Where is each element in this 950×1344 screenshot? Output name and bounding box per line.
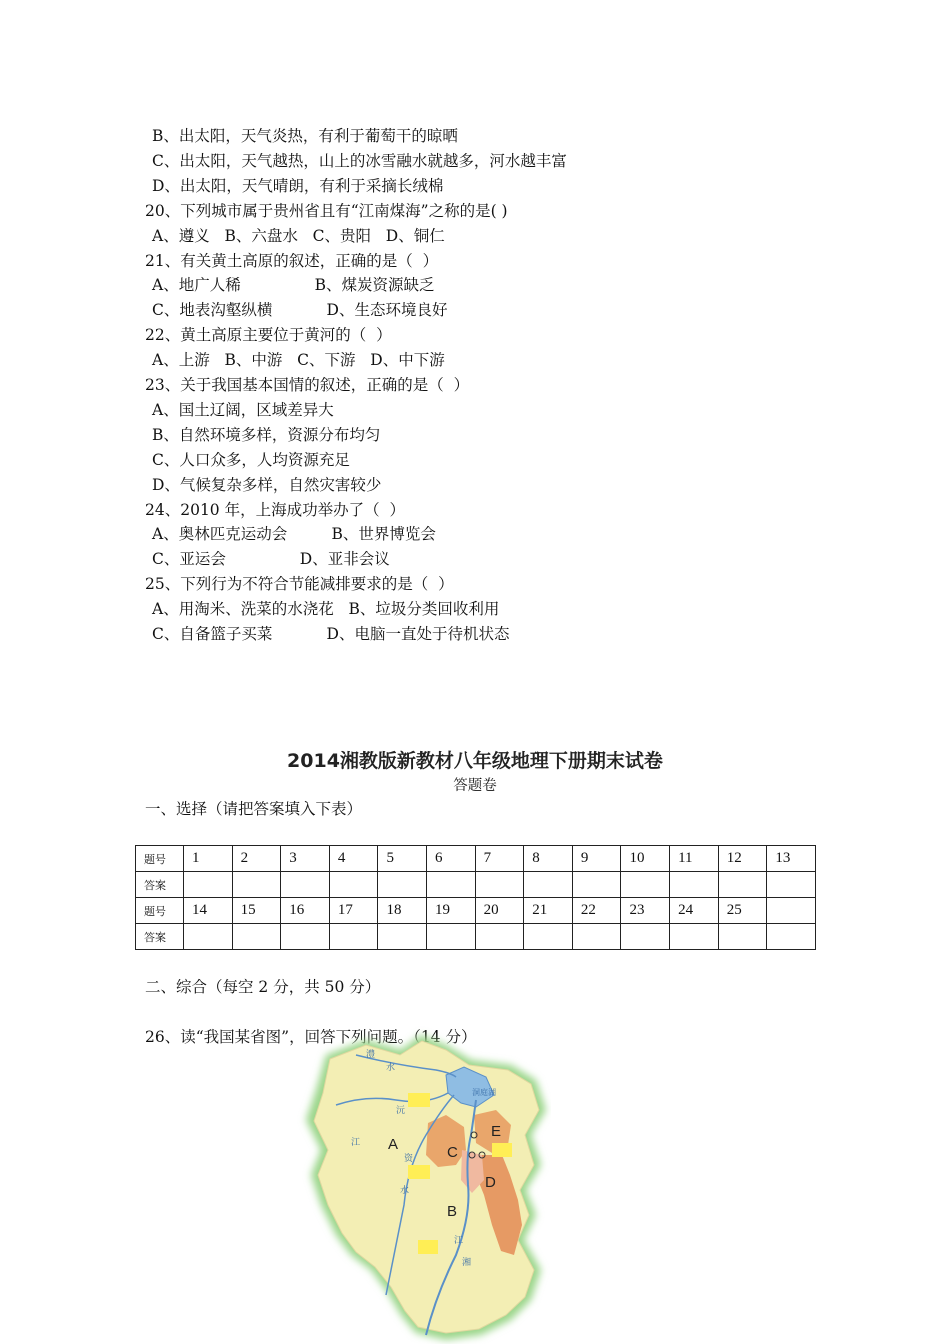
answer-row-1 <box>136 872 816 898</box>
question-stem: 23、关于我国基本国情的叙述，正确的是（ ） <box>145 376 470 394</box>
river-label: 江 <box>351 1138 361 1148</box>
map-label-c: C <box>447 1144 458 1161</box>
river-label: 水 <box>400 1186 410 1196</box>
answer-cell[interactable] <box>184 924 233 950</box>
answer-option: D、气候复杂多样，自然灾害较少 <box>152 475 382 494</box>
answer-cell[interactable] <box>427 924 476 950</box>
answer-cell[interactable] <box>524 872 573 898</box>
answer-cell[interactable] <box>329 872 378 898</box>
river-label: 水 <box>386 1063 396 1073</box>
answer-box <box>408 1093 430 1107</box>
answer-option: C、出太阳，天气越热，山上的冰雪融水就越多，河水越丰富 <box>152 151 567 170</box>
question-26: 26、读“我国某省图”，回答下列问题。（14 分） <box>145 1028 477 1046</box>
row-label: 答案 <box>136 924 184 950</box>
question-number: 19 <box>427 898 476 924</box>
question-number: 5 <box>378 846 427 872</box>
question-number: 1 <box>184 846 233 872</box>
question-number-row-2 <box>136 898 816 924</box>
question-number: 16 <box>281 898 330 924</box>
question-number: 4 <box>329 846 378 872</box>
answer-cell[interactable] <box>232 924 281 950</box>
river-label: 湘 <box>462 1258 472 1268</box>
question-number: 9 <box>572 846 621 872</box>
answer-cell[interactable] <box>427 872 476 898</box>
question-number: 24 <box>670 898 719 924</box>
answer-cell[interactable] <box>670 872 719 898</box>
answer-cell[interactable] <box>718 872 767 898</box>
answer-cell[interactable] <box>621 924 670 950</box>
answer-cell[interactable] <box>184 872 233 898</box>
river-label: 资 <box>404 1154 414 1164</box>
question-number: 3 <box>281 846 330 872</box>
question-number: 25 <box>718 898 767 924</box>
answer-cell[interactable] <box>232 872 281 898</box>
row-label: 答案 <box>136 872 184 898</box>
question-number: 14 <box>184 898 233 924</box>
river-label: 沅 <box>396 1106 406 1116</box>
answer-cell[interactable] <box>718 924 767 950</box>
question-stem: 25、下列行为不符合节能减排要求的是（ ） <box>145 575 454 594</box>
answer-table <box>135 845 816 950</box>
answer-cell[interactable] <box>329 924 378 950</box>
answer-cell[interactable] <box>378 872 427 898</box>
question-stem: 24、2010 年，上海成功举办了（ ） <box>145 500 405 519</box>
question-number: 20 <box>475 898 524 924</box>
question-number <box>767 898 816 924</box>
province-map <box>296 1015 551 1344</box>
question-number: 17 <box>329 898 378 924</box>
answer-box <box>418 1240 438 1254</box>
question-number: 12 <box>718 846 767 872</box>
question-number: 7 <box>475 846 524 872</box>
answer-option: A、遵义 B、六盘水 C、贵阳 D、铜仁 <box>152 226 445 245</box>
answer-cell[interactable] <box>621 872 670 898</box>
answer-cell[interactable] <box>572 872 621 898</box>
section-1-heading: 一、选择（请把答案填入下表） <box>145 800 363 818</box>
section-2-heading: 二、综合（每空 2 分，共 50 分） <box>145 978 381 996</box>
answer-cell[interactable] <box>475 872 524 898</box>
answer-box <box>492 1143 512 1157</box>
question-number: 8 <box>524 846 573 872</box>
question-number: 11 <box>670 846 719 872</box>
answer-option: C、亚运会 D、亚非会议 <box>152 550 390 569</box>
answer-box <box>408 1165 430 1179</box>
question-number-row-1 <box>136 846 816 872</box>
question-number: 22 <box>572 898 621 924</box>
answer-cell[interactable] <box>670 924 719 950</box>
question-number: 18 <box>378 898 427 924</box>
answer-sheet-subtitle: 答题卷 <box>453 778 497 794</box>
answer-cell[interactable] <box>378 924 427 950</box>
map-label-d: D <box>485 1174 496 1191</box>
answer-cell[interactable] <box>281 924 330 950</box>
answer-cell[interactable] <box>767 924 816 950</box>
answer-option: A、上游 B、中游 C、下游 D、中下游 <box>152 351 445 370</box>
map-label-b: B <box>447 1203 458 1220</box>
answer-option: A、国土辽阔，区域差异大 <box>152 400 334 419</box>
map-label-a: A <box>388 1136 399 1153</box>
answer-option: A、奥林匹克运动会 B、世界博览会 <box>152 525 436 544</box>
answer-option: C、地表沟壑纵横 D、生态环境良好 <box>152 301 448 320</box>
answer-cell[interactable] <box>281 872 330 898</box>
row-label: 题号 <box>136 846 184 872</box>
answer-cell[interactable] <box>524 924 573 950</box>
answer-option: C、自备篮子买菜 D、电脑一直处于待机状态 <box>152 625 510 643</box>
answer-sheet-title: 2014湘教版新教材八年级地理下册期末试卷 <box>287 750 663 772</box>
question-number: 23 <box>621 898 670 924</box>
row-label: 题号 <box>136 898 184 924</box>
answer-option: B、出太阳，天气炎热，有利于葡萄干的晾晒 <box>152 127 458 145</box>
question-number: 2 <box>232 846 281 872</box>
river-label: 澧 <box>366 1050 376 1060</box>
answer-cell[interactable] <box>572 924 621 950</box>
question-number: 21 <box>524 898 573 924</box>
answer-option: C、人口众多，人均资源充足 <box>152 450 350 469</box>
question-number: 6 <box>427 846 476 872</box>
answer-option: A、地广人稀 B、煤炭资源缺乏 <box>152 276 435 295</box>
lake-label: 洞庭湖 <box>472 1088 496 1097</box>
answer-option: B、自然环境多样，资源分布均匀 <box>152 425 381 444</box>
answer-option: A、用淘米、洗菜的水浇花 B、垃圾分类回收利用 <box>152 600 500 619</box>
question-stem: 22、黄土高原主要位于黄河的（ ） <box>145 326 392 345</box>
map-label-e: E <box>491 1123 502 1140</box>
question-number: 13 <box>767 846 816 872</box>
river-label: 江 <box>454 1236 464 1246</box>
question-stem: 20、下列城市属于贵州省且有“江南煤海”之称的是( ) <box>145 201 508 220</box>
answer-cell[interactable] <box>767 872 816 898</box>
question-number: 15 <box>232 898 281 924</box>
answer-cell[interactable] <box>475 924 524 950</box>
question-stem: 21、有关黄土高原的叙述，正确的是（ ） <box>145 251 439 270</box>
answer-row-2 <box>136 924 816 950</box>
question-number: 10 <box>621 846 670 872</box>
answer-option: D、出太阳，天气晴朗，有利于采摘长绒棉 <box>152 176 444 195</box>
